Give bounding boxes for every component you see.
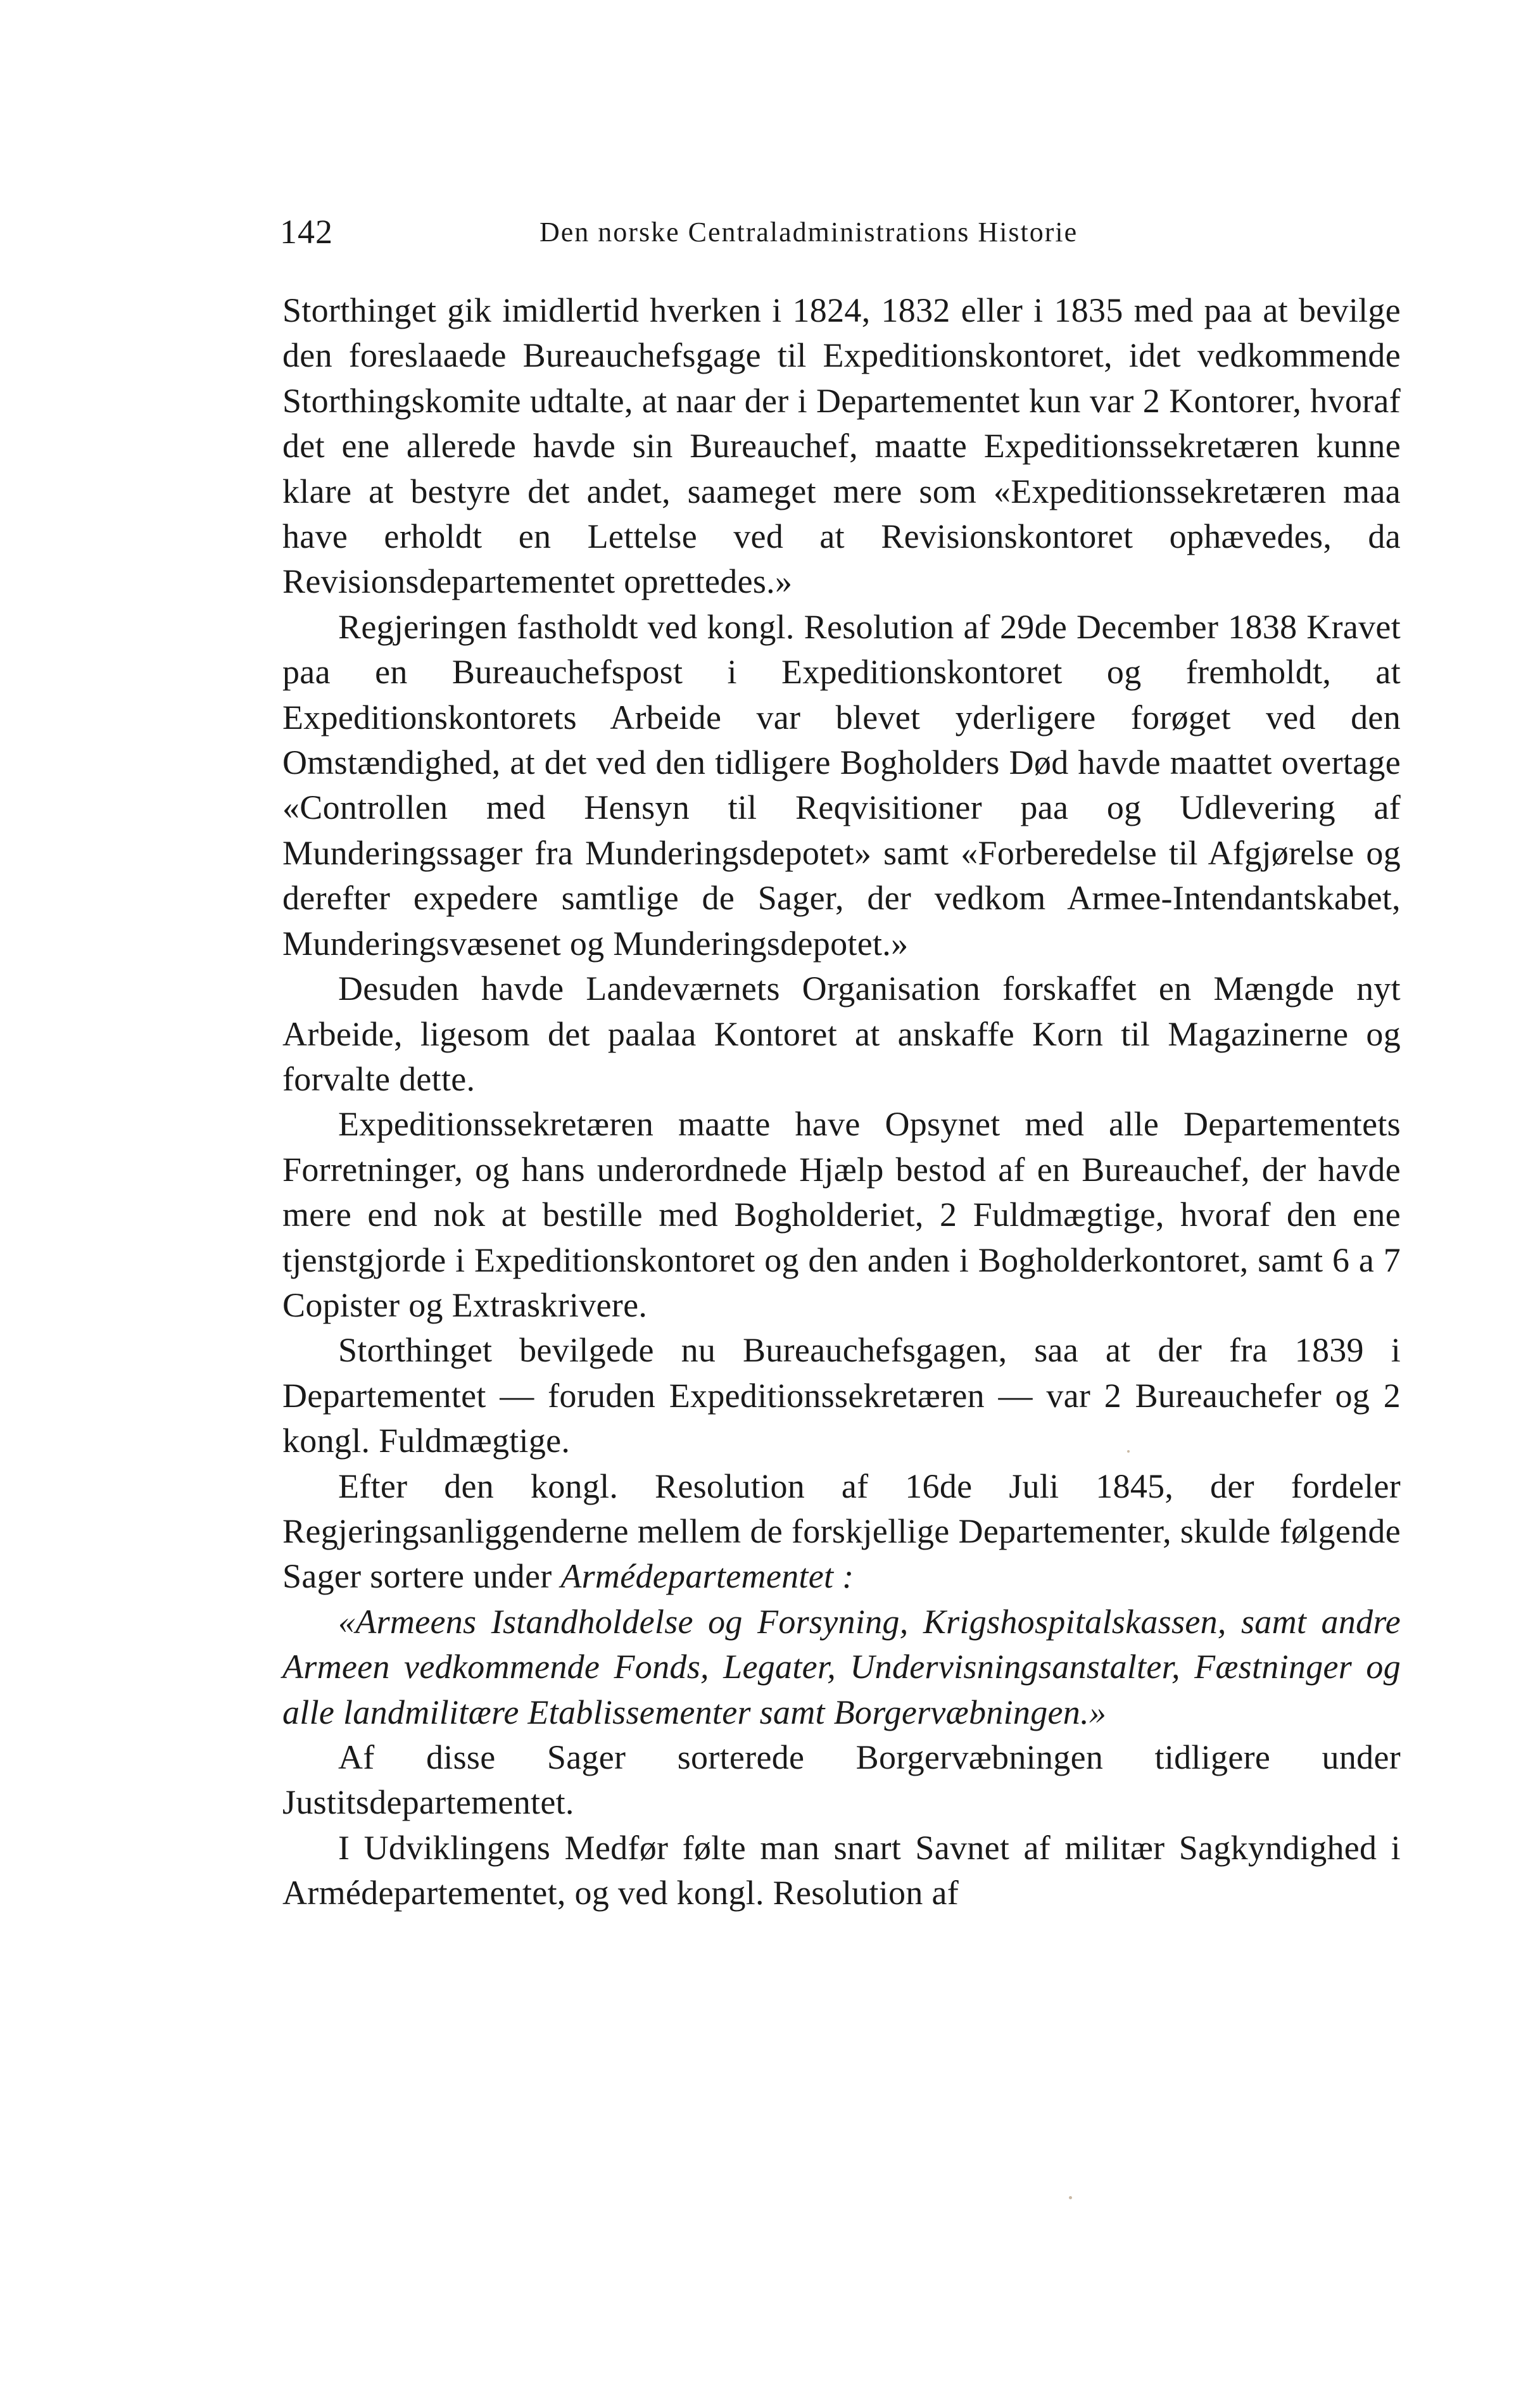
paper-speck (1127, 1450, 1130, 1453)
paragraph-6-text: Efter den kongl. Resolution af 16de Juli 1845, der fordeler Regjeringsanliggenderne mellem de forskjellige Departementer, skulde følgende Sager sortere under (282, 1467, 1401, 1596)
paragraph-8: Af disse Sager sorterede Borgervæbningen tidligere under Justitsdepartementet. (282, 1738, 1401, 1822)
paragraph-4: Expeditionssekretæren maatte have Opsynet med alle Departementets Forretninger, og hans underordnede Hjælp bestod af en Bureauchef, der havde mere end nok at bestille med Bogholderiet, 2 Fuldmægtige, hvoraf den ene tjenstgjorde i Expeditionskontoret og den anden i Bogholderkontoret, samt 6 a 7 Copister og Extraskrivere. (282, 1105, 1401, 1324)
paragraph-6-italic: Armédepartementet : (560, 1557, 854, 1596)
paragraph-2: Regjeringen fastholdt ved kongl. Resolution af 29de December 1838 Kravet paa en Bureauchefspost i Expeditionskontoret og fremholdt, at Expeditionskontorets Arbeide var blevet yderligere forøget ved den Omstændighed, at det ved den tidligere Bogholders Død havde maattet overtage «Controllen med Hensyn til Reqvisitioner paa og Udlevering af Munderingssager fra Munderingsdepotet» samt «Forberedelse til Afgjørelse og derefter expedere samtlige de Sager, der vedkom Armee-Intendantskabet, Munderingsvæsenet og Munderingsdepotet.» (282, 607, 1401, 963)
paragraph-3: Desuden havde Landeværnets Organisation forskaffet en Mængde nyt Arbeide, ligesom det paalaa Kontoret at anskaffe Korn til Magazinerne og forvalte dette. (282, 969, 1401, 1098)
paragraph-6 (282, 1464, 1401, 1600)
paper-speck (1069, 2196, 1072, 2199)
paragraph-9: I Udviklingens Medfør følte man snart Savnet af militær Sagkyndighed i Armédepartementet, og ved kongl. Resolution af (282, 1828, 1401, 1912)
running-title: Den norske Centraladministrations Historie (540, 217, 1078, 248)
paragraph-1: Storthinget gik imidlertid hverken i 1824, 1832 eller i 1835 med paa at bevilge den foreslaaede Bureauchefsgage til Expeditionskontoret, idet vedkommende Storthingskomite udtalte, at naar der i Departementet kun var 2 Kontorer, hvoraf det ene allerede havde sin Bureauchef, maatte Expeditionssekretæren kunne klare at bestyre det andet, saameget mere som «Expeditionssekretæren maa have erholdt en Lettelse ved at Revisionskontoret ophævedes, da Revisionsdepartementet oprettedes.» (282, 291, 1401, 601)
body-text (282, 288, 1401, 1916)
page-header (280, 212, 1401, 256)
page-number: 142 (280, 213, 333, 251)
paragraph-5: Storthinget bevilgede nu Bureauchefsgagen, saa at der fra 1839 i Departementet — foruden Expeditionssekretæren — var 2 Bureauchefer og 2 kongl. Fuldmægtige. (282, 1331, 1401, 1460)
quoted-paragraph: «Armeens Istandholdelse og Forsyning, Krigshospitalskassen, samt andre Armeen vedkommende Fonds, Legater, Undervisningsanstalter, Fæstninger og alle landmilitære Etablissementer samt Borgervæbningen.» (282, 1602, 1401, 1731)
